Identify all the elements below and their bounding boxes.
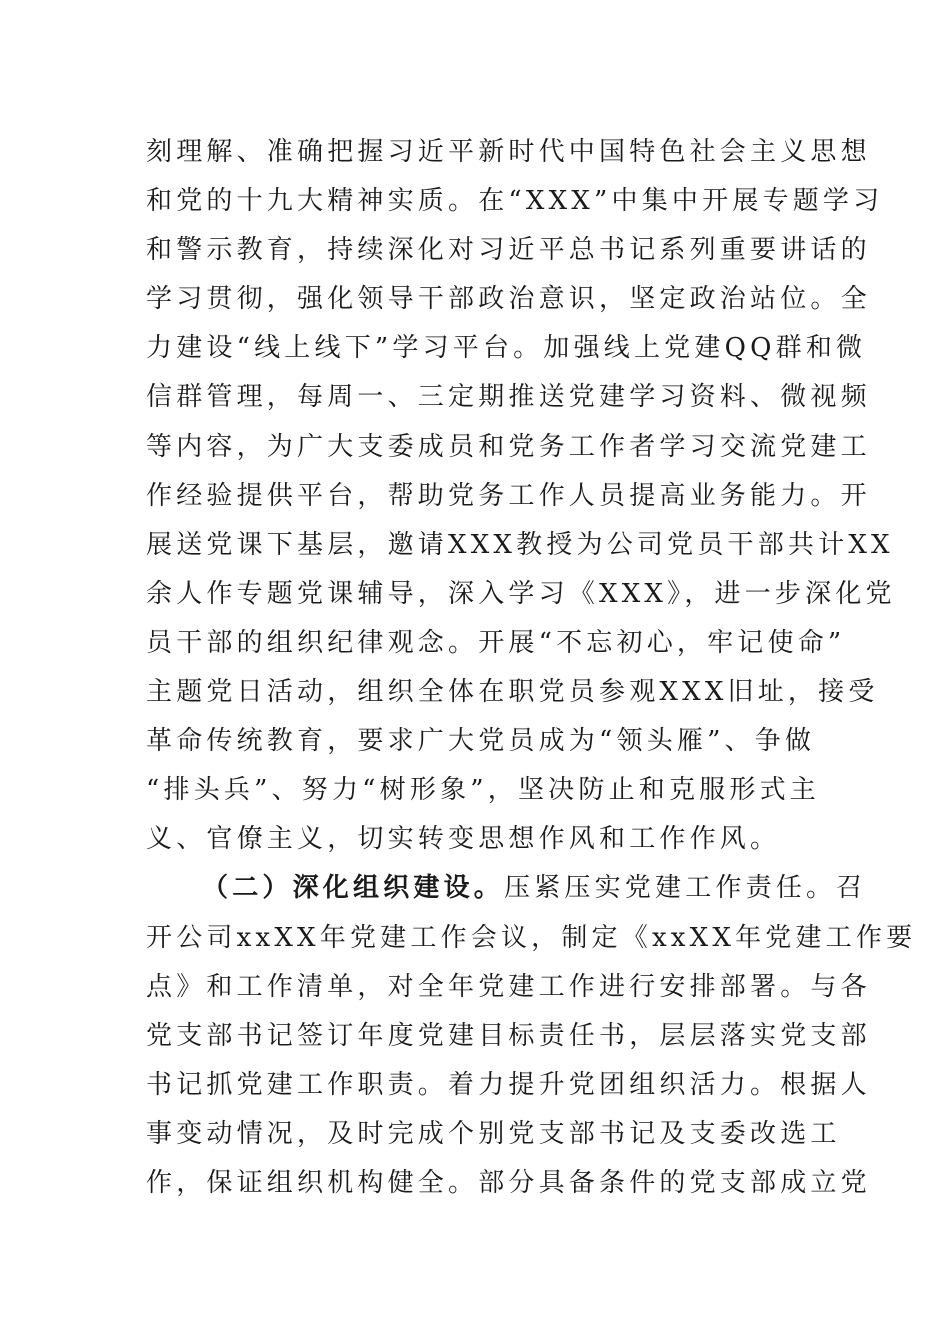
text-line: 作，保证组织机构健全。部分具备条件的党支部成立党 xyxy=(146,1167,871,1198)
section-heading: （二）深化组织建设。 xyxy=(202,873,505,904)
text-line: 和党的十九大精神实质。在“XXX”中集中开展专题学习 xyxy=(146,186,884,217)
text-line: 点》和工作清单，对全年党建工作进行安排部署。与各 xyxy=(146,971,871,1002)
text-line: 事变动情况，及时完成个别党支部书记及支委改选工 xyxy=(146,1118,841,1149)
paragraph-1 xyxy=(146,128,896,864)
heading-line-text: 压紧压实党建工作责任。召 xyxy=(504,873,867,904)
text-line: 余人作专题党课辅导，深入学习《XXX》，进一步深化党 xyxy=(146,578,896,609)
text-line: 开公司xxXX年党建工作会议，制定《xxXX年党建工作要 xyxy=(146,922,917,953)
text-line: “排头兵”、努力“树形象”，坚决防止和克服形式主 xyxy=(146,775,820,806)
text-line: 作经验提供平台，帮助党务工作人员提高业务能力。开 xyxy=(146,480,871,511)
text-line: 主题党日活动，组织全体在职党员参观XXX旧址，接受 xyxy=(146,677,879,708)
text-line: 员干部的组织纪律观念。开展“不忘初心，牢记使命” xyxy=(146,627,846,658)
text-line: 信群管理，每周一、三定期推送党建学习资料、微视频 xyxy=(146,382,871,413)
text-line: 展送党课下基层，邀请XXX教授为公司党员干部共计XX xyxy=(146,529,894,560)
text-line: 和警示教育，持续深化对习近平总书记系列重要讲话的 xyxy=(146,235,871,266)
document-body xyxy=(146,128,917,1208)
text-line: 刻理解、准确把握习近平新时代中国特色社会主义思想 xyxy=(146,137,871,167)
paragraph-2 xyxy=(146,864,917,1208)
text-line: 等内容，为广大支委成员和党务工作者学习交流党建工 xyxy=(146,431,871,462)
text-line: 义、官僚主义，切实转变思想作风和工作作风。 xyxy=(146,824,781,855)
text-line: 党支部书记签订年度党建目标责任书，层层落实党支部 xyxy=(146,1020,871,1051)
text-line: 力建设“线上线下”学习平台。加强线上党建QQ群和微 xyxy=(146,333,867,364)
paragraph-first-line xyxy=(146,864,867,913)
text-line: 革命传统教育，要求广大党员成为“领头雁”、争做 xyxy=(146,726,816,757)
text-line: 书记抓党建工作职责。着力提升党团组织活力。根据人 xyxy=(146,1069,871,1100)
text-line: 学习贯彻，强化领导干部政治意识，坚定政治站位。全 xyxy=(146,284,871,315)
